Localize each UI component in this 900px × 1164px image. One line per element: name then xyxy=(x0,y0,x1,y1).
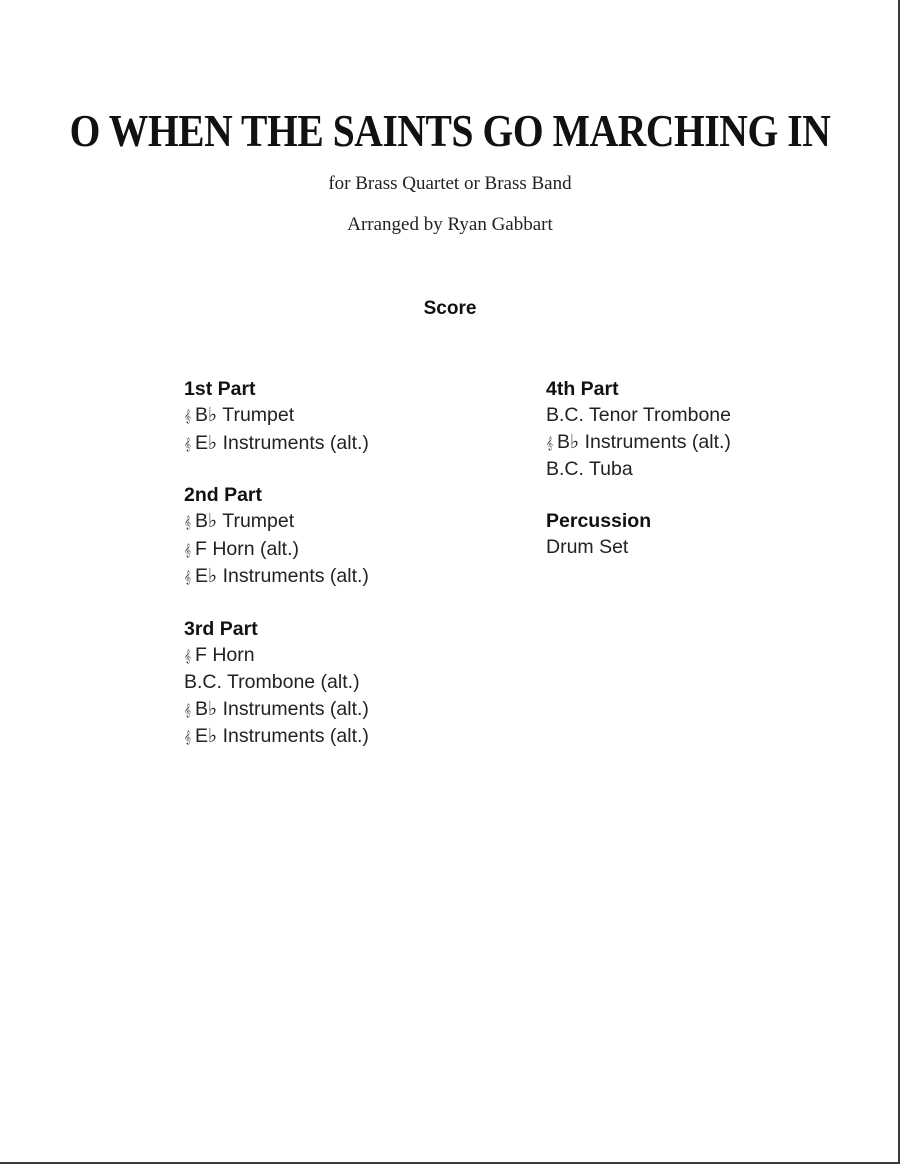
instrument-item xyxy=(184,402,484,430)
instrument-name: B.C. Trombone (alt.) xyxy=(184,671,360,693)
instrument-item xyxy=(184,669,484,696)
treble-clef-icon: 𝄞 xyxy=(184,409,192,423)
instrument-item xyxy=(184,642,484,670)
instrument-name: B♭ Trumpet xyxy=(195,510,295,532)
part-heading: Percussion xyxy=(546,509,652,532)
arranger-credit: Arranged by Ryan Gabbart xyxy=(347,214,553,235)
instrument-name: Drum Set xyxy=(546,535,629,558)
treble-clef-icon: 𝄞 xyxy=(184,570,192,584)
instrument-item xyxy=(184,508,484,536)
parts-column-left xyxy=(184,377,484,777)
instrument-item xyxy=(184,430,484,458)
part-heading: 4th Part xyxy=(546,378,619,400)
instrument-name: B.C. Tenor Trombone xyxy=(546,404,731,426)
instrument-name: E♭ Instruments (alt.) xyxy=(195,565,369,587)
treble-clef-icon: 𝄞 xyxy=(184,515,192,529)
instrument-item xyxy=(184,723,484,751)
instrument-name: B.C. Tuba xyxy=(546,458,633,480)
instrument-item xyxy=(546,402,866,429)
treble-clef-icon: 𝄞 xyxy=(184,436,192,451)
treble-clef-icon: 𝄞 xyxy=(184,648,192,663)
instrument-item xyxy=(184,536,484,564)
instrument-item xyxy=(546,456,866,483)
treble-clef-icon: 𝄞 xyxy=(184,730,192,744)
part-group-3rd-part xyxy=(184,617,484,751)
instrument-item xyxy=(184,696,484,724)
treble-clef-icon: 𝄞 xyxy=(546,435,554,450)
part-group-1st-part xyxy=(184,377,484,457)
treble-clef-icon: 𝄞 xyxy=(184,542,192,557)
instrument-name: B♭ Instruments (alt.) xyxy=(557,430,731,453)
instrument-name: E♭ Instruments (alt.) xyxy=(195,725,369,747)
part-heading: 3rd Part xyxy=(184,617,258,640)
instrument-item xyxy=(546,534,866,561)
score-label: Score xyxy=(423,298,477,319)
instrument-item xyxy=(546,429,866,457)
part-heading: 1st Part xyxy=(184,378,256,400)
parts-column-right xyxy=(546,377,866,586)
instrument-name: E♭ Instruments (alt.) xyxy=(195,431,369,454)
part-heading: 2nd Part xyxy=(184,484,263,506)
treble-clef-icon: 𝄞 xyxy=(184,702,192,717)
instrument-name: F Horn xyxy=(195,643,255,666)
instrument-name: F Horn (alt.) xyxy=(195,537,300,560)
page-title: O WHEN THE SAINTS GO MARCHING IN xyxy=(69,105,831,156)
part-group-2nd-part xyxy=(184,483,484,591)
part-group-percussion xyxy=(546,509,866,561)
part-group-4th-part xyxy=(546,377,866,483)
instrument-name: B♭ Trumpet xyxy=(195,404,295,426)
subtitle: for Brass Quartet or Brass Band xyxy=(328,173,572,194)
instrument-item xyxy=(184,563,484,591)
instrument-name: B♭ Instruments (alt.) xyxy=(195,697,369,720)
